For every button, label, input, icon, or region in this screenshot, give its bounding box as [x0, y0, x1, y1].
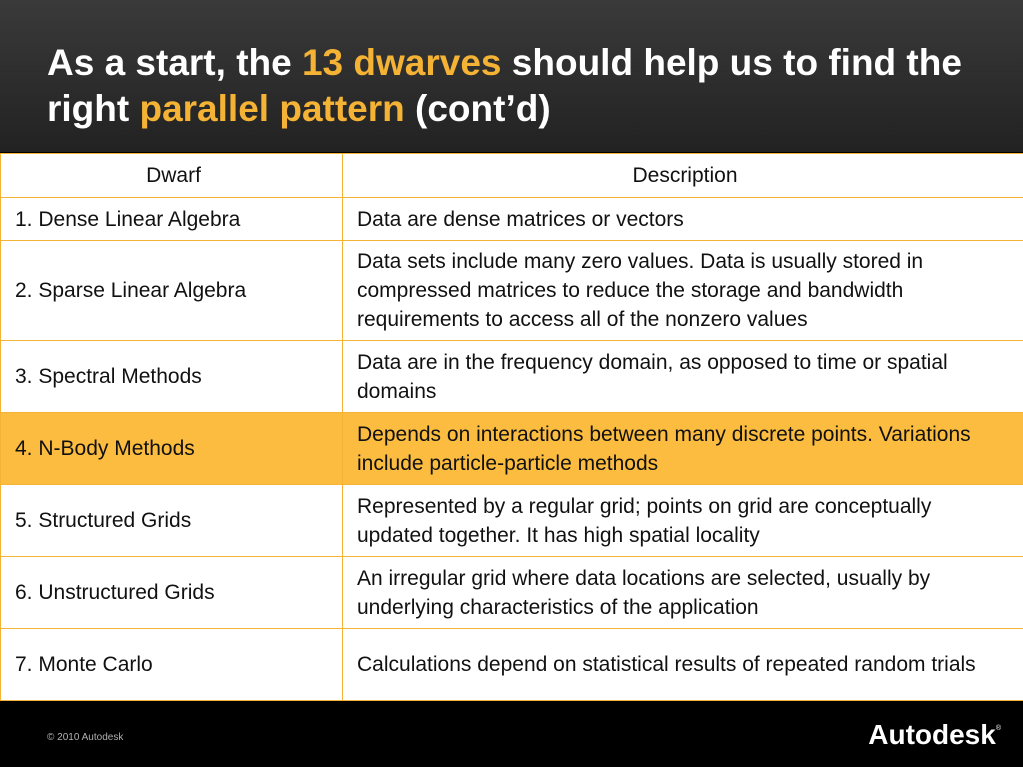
dwarf-name: 3. Spectral Methods — [1, 341, 343, 413]
title-text-3: (cont’d) — [404, 88, 551, 129]
registered-mark: ® — [995, 725, 1001, 732]
slide-title — [47, 40, 1007, 132]
table-row — [1, 241, 1023, 341]
table-row — [1, 198, 1023, 241]
title-text-2: should help us to find the right — [47, 42, 962, 129]
dwarf-name: 5. Structured Grids — [1, 485, 343, 557]
logo-text: Autodesk — [868, 719, 996, 750]
dwarves-table-container — [0, 153, 1023, 701]
dwarf-name: 4. N-Body Methods — [1, 413, 343, 485]
slide-footer — [0, 701, 1023, 767]
dwarf-description: Data are in the frequency domain, as opposed to time or spatial domains — [343, 341, 1023, 413]
title-highlight-pattern: parallel pattern — [139, 88, 405, 129]
table-row-highlighted — [1, 413, 1023, 485]
table-row — [1, 341, 1023, 413]
dwarf-description: Calculations depend on statistical results of repeated random trials — [343, 629, 1023, 701]
dwarf-description: Data are dense matrices or vectors — [343, 198, 1023, 241]
dwarves-table — [0, 153, 1023, 701]
table-row — [1, 557, 1023, 629]
dwarf-description: Depends on interactions between many discrete points. Variations include particle-particle methods — [343, 413, 1023, 485]
dwarf-description: An irregular grid where data locations are selected, usually by underlying characteristics of the application — [343, 557, 1023, 629]
title-highlight-dwarves: 13 dwarves — [301, 42, 502, 83]
title-text-1: As a start, the — [47, 42, 302, 83]
dwarf-name: 2. Sparse Linear Algebra — [1, 241, 343, 341]
copyright-notice: © 2010 Autodesk — [47, 732, 124, 743]
column-header-dwarf: Dwarf — [1, 154, 343, 198]
dwarf-name: 7. Monte Carlo — [1, 629, 343, 701]
table-row — [1, 629, 1023, 701]
autodesk-logo — [868, 719, 1001, 751]
table-row — [1, 485, 1023, 557]
title-header — [0, 0, 1023, 152]
dwarf-name: 6. Unstructured Grids — [1, 557, 343, 629]
table-header-row — [1, 154, 1023, 198]
column-header-description: Description — [343, 154, 1023, 198]
dwarf-name: 1. Dense Linear Algebra — [1, 198, 343, 241]
dwarf-description: Data sets include many zero values. Data is usually stored in compressed matrices to reduce the storage and bandwidth requirements to access all of the nonzero values — [343, 241, 1023, 341]
dwarf-description: Represented by a regular grid; points on grid are conceptually updated together. It has high spatial locality — [343, 485, 1023, 557]
